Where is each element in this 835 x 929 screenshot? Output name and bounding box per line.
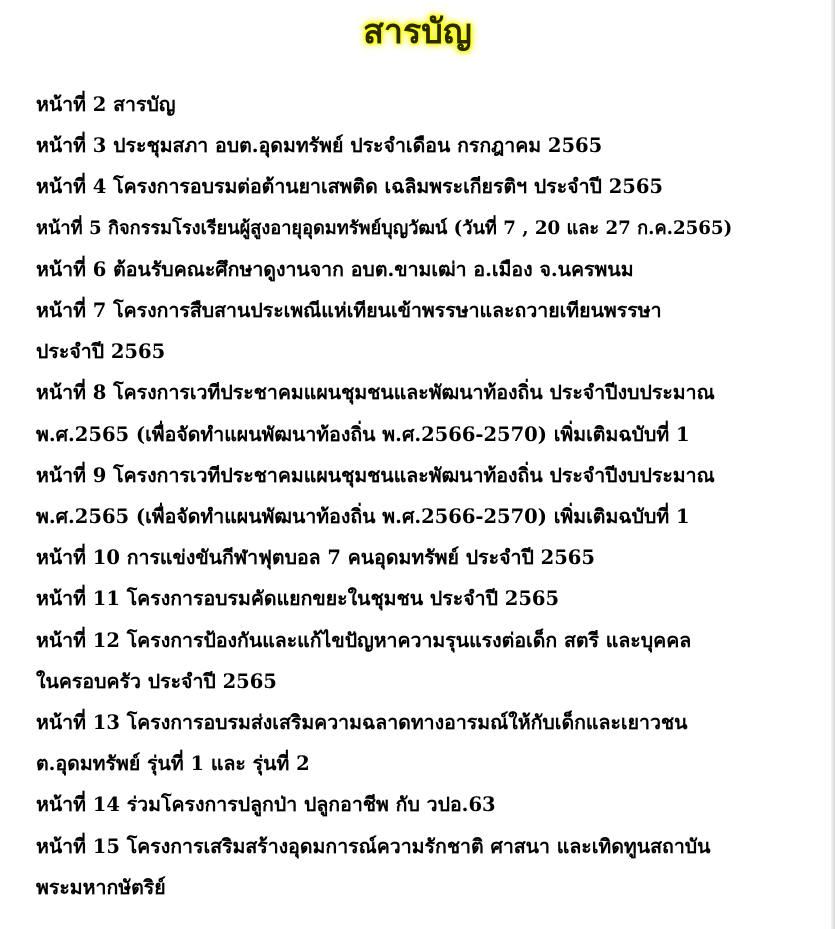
toc-entry-page-8-line-2: พ.ศ.2565 (เพื่อจัดทำแผนพัฒนาท้องถิ่น พ.ศ.2566-2570) เพิ่มเติมฉบับที่ 1 bbox=[36, 422, 690, 446]
toc-entry-page-9-line-2: พ.ศ.2565 (เพื่อจัดทำแผนพัฒนาท้องถิ่น พ.ศ.2566-2570) เพิ่มเติมฉบับที่ 1 bbox=[36, 505, 690, 529]
toc-entry-page-9-line-1: หน้าที่ 9 โครงการเวทีประชาคมแผนชุมชนและพัฒนาท้องถิ่น ประจำปีงบประมาณ bbox=[36, 463, 715, 487]
page-edge bbox=[831, 0, 835, 929]
toc-entry-page-3: หน้าที่ 3 ประชุมสภา อบต.อุดมทรัพย์ ประจำเดือน กรกฎาคม 2565 bbox=[36, 134, 603, 158]
toc-entry-page-2: หน้าที่ 2 สารบัญ bbox=[36, 93, 176, 116]
toc-entry-page-7-line-1: หน้าที่ 7 โครงการสืบสานประเพณีแห่เทียนเข้าพรรษาและถวายเทียนพรรษา bbox=[36, 299, 662, 323]
toc-entry-page-15-line-1: หน้าที่ 15 โครงการเสริมสร้างอุดมการณ์ความรักชาติ ศาสนา และเทิดทูนสถาบัน bbox=[36, 834, 711, 858]
toc-entry-page-10: หน้าที่ 10 การแข่งขันกีฬาฟุตบอล 7 คนอุดมทรัพย์ ประจำปี 2565 bbox=[36, 546, 595, 570]
toc-entry-page-7-line-2: ประจำปี 2565 bbox=[36, 340, 166, 364]
toc-entry-page-12-line-1: หน้าที่ 12 โครงการป้องกันและแก้ไขปัญหาความรุนแรงต่อเด็ก สตรี และบุคคล bbox=[36, 628, 692, 652]
toc-entry-page-4: หน้าที่ 4 โครงการอบรมต่อต้านยาเสพติด เฉลิมพระเกียรติฯ ประจำปี 2565 bbox=[36, 175, 663, 199]
toc-entry-page-13-line-2: ต.อุดมทรัพย์ รุ่นที่ 1 และ รุ่นที่ 2 bbox=[36, 752, 310, 776]
page-title: สารบัญ bbox=[363, 12, 472, 52]
toc-entry-page-11: หน้าที่ 11 โครงการอบรมคัดแยกขยะในชุมชน ประจำปี 2565 bbox=[36, 587, 560, 611]
toc-entry-page-15-line-2: พระมหากษัตริย์ bbox=[36, 875, 166, 899]
toc-entry-page-8-line-1: หน้าที่ 8 โครงการเวทีประชาคมแผนชุมชนและพัฒนาท้องถิ่น ประจำปีงบประมาณ bbox=[36, 381, 715, 405]
toc-entry-page-14: หน้าที่ 14 ร่วมโครงการปลูกป่า ปลูกอาชีพ กับ วปอ.63 bbox=[36, 793, 496, 817]
toc-entry-page-12-line-2: ในครอบครัว ประจำปี 2565 bbox=[36, 669, 277, 693]
toc-entry-page-13-line-1: หน้าที่ 13 โครงการอบรมส่งเสริมความฉลาดทางอารมณ์ให้กับเด็กและเยาวชน bbox=[36, 711, 688, 735]
table-of-contents bbox=[36, 84, 796, 908]
toc-entry-page-6: หน้าที่ 6 ต้อนรับคณะศึกษาดูงานจาก อบต.ขามเฒ่า อ.เมือง จ.นครพนม bbox=[36, 257, 634, 281]
toc-entry-page-5: หน้าที่ 5 กิจกรรมโรงเรียนผู้สูงอายุอุดมทรัพย์บุญวัฒน์ (วันที่ 7 , 20 และ 27 ก.ค.2565) bbox=[36, 217, 733, 239]
